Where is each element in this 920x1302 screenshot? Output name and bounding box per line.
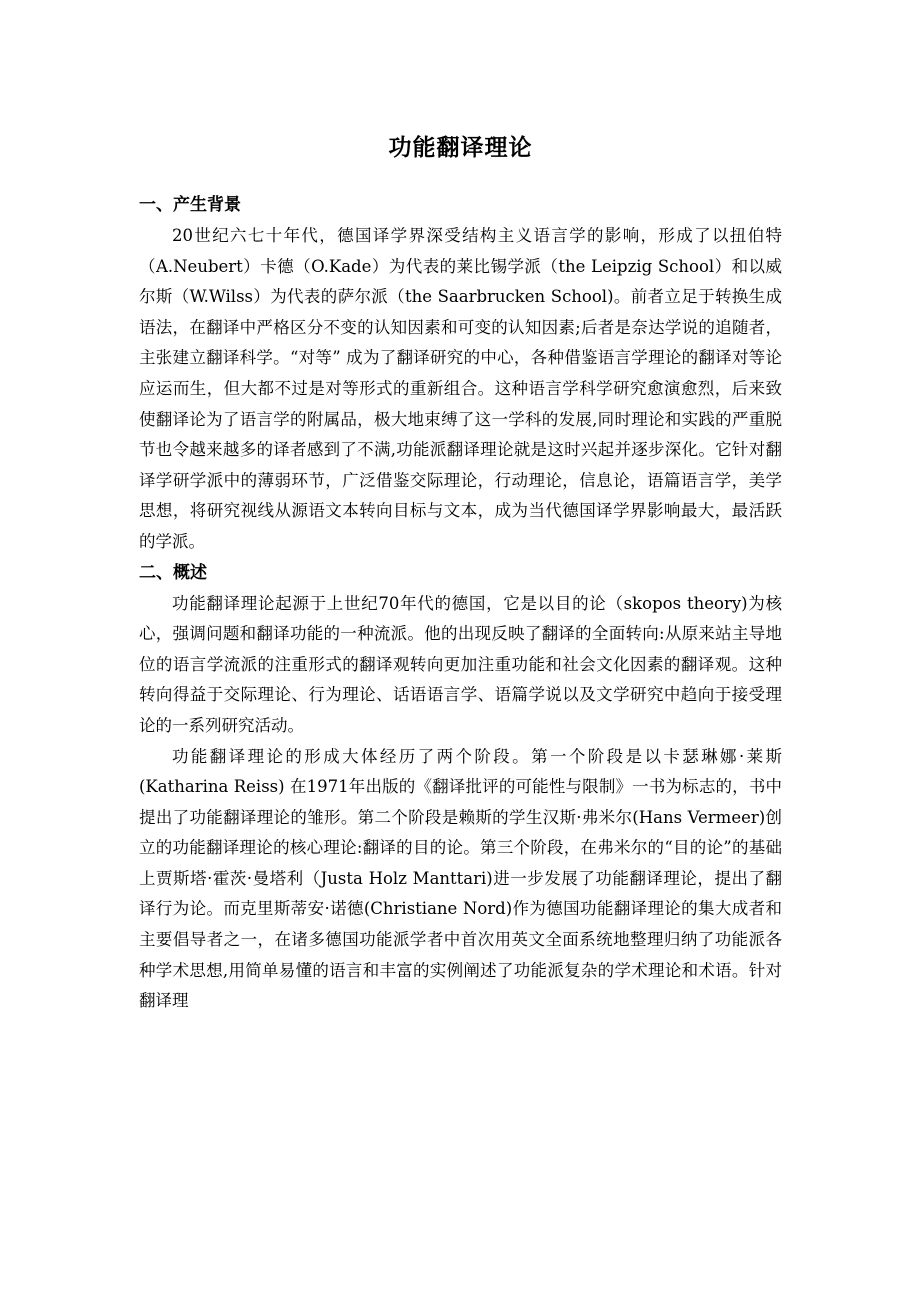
paragraph-background: 20世纪六七十年代，德国译学界深受结构主义语言学的影响，形成了以扭伯特（A.Neubert）卡德（O.Kade）为代表的莱比锡学派（the Leipzig School）和以威尔斯（W.Wilss）为代表的萨尔派（the Saarbrucken School)。前者立足于转换生成语法，在翻译中严格区分不变的认知因素和可变的认知因素;后者是奈达学说的追随者，主张建立翻译科学。“对等” 成为了翻译研究的中心，各种借鉴语言学理论的翻译对等论应运而生，但大都不过是对等形式的重新组合。这种语言学科学研究愈演愈烈，后来致使翻译论为了语言学的附属品，极大地束缚了这一学科的发展,同时理论和实践的严重脱节也令越来越多的译者感到了不满,功能派翻译理论就是这时兴起并逐步深化。它针对翻译学研学派中的薄弱环节，广泛借鉴交际理论，行动理论，信息论，语篇语言学，美学思想，将研究视线从源语文本转向目标与文本，成为当代德国译学界影响最大，最活跃的学派。: [139, 226, 782, 551]
section-heading-overview: 二、概述: [139, 562, 207, 583]
section-heading-background: 一、产生背景: [139, 195, 241, 215]
document-page: [139, 128, 782, 1017]
paragraph-overview-1: 功能翻译理论起源于上世纪70年代的德国，它是以目的论（skopos theory)为核心，强调问题和翻译功能的一种流派。他的出现反映了翻译的全面转向:从原来站主导地位的语言学流派的注重形式的翻译观转向更加注重功能和社会文化因素的翻译观。这种转向得益于交际理论、行为理论、话语语言学、语篇学说以及文学研究中趋向于接受理论的一系列研究活动。: [139, 593, 782, 735]
paragraph-overview-2: 功能翻译理论的形成大体经历了两个阶段。第一个阶段是以卡瑟琳娜·莱斯(Katharina Reiss) 在1971年出版的《翻译批评的可能性与限制》一书为标志的，书中提出了功能翻译理论的雏形。第二个阶段是赖斯的学生汉斯·弗米尔(Hans Vermeer)创立的功能翻译理论的核心理论:翻译的目的论。第三个阶段，在弗米尔的“目的论”的基础上贾斯塔·霍茨·曼塔利（Justa Holz Manttari)进一步发展了功能翻译理论，提出了翻译行为论。而克里斯蒂安·诺德(Christiane Nord)作为德国功能翻译理论的集大成者和主要倡导者之一，在诸多德国功能派学者中首次用英文全面系统地整理归纳了功能派各种学术思想,用简单易懂的语言和丰富的实例阐述了功能派复杂的学术理论和术语。针对翻译理: [139, 746, 782, 1011]
document-title: 功能翻译理论: [388, 135, 533, 161]
